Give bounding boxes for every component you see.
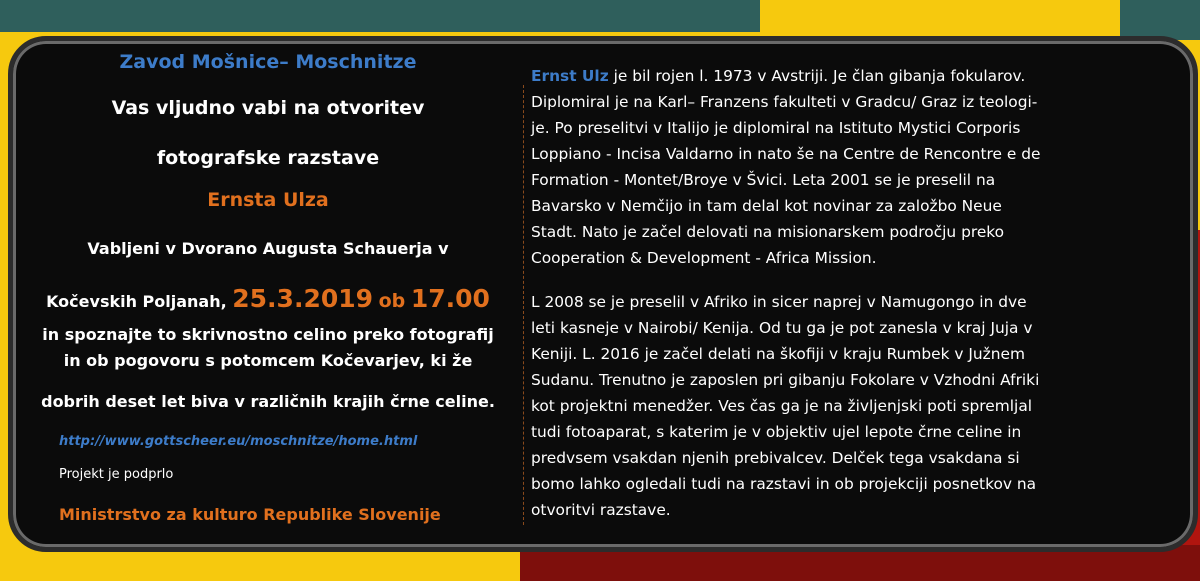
- invitation-panel: [8, 36, 1198, 552]
- website-link[interactable]: http://www.gottscheer.eu/moschnitze/home.html: [59, 434, 418, 449]
- biography-line: Cooperation & Development - Africa Mission.: [531, 249, 877, 267]
- description-line-2: in ob pogovoru s potomcem Kočevarjev, ki že: [63, 351, 473, 370]
- description-line-1: in spoznajte to skrivnostno celino preko fotografij: [42, 325, 494, 344]
- biography-line: Loppiano - Incisa Valdarno in nato še na Centre de Rencontre e de: [531, 145, 1041, 163]
- background-teal-band: [0, 0, 760, 32]
- biography-line: Diplomiral je na Karl– Franzens fakulteti v Gradcu/ Graz iz teologi-: [531, 93, 1038, 111]
- biography-line: bomo lahko ogledali tudi na razstavi in ob projekciji posnetkov na: [531, 475, 1037, 493]
- biography-line: L 2008 se je preselil v Afriko in sicer naprej v Namugongo in dve: [531, 293, 1027, 311]
- biography-line: Keniji. L. 2016 je začel delati na škofiji v kraju Rumbek v Južnem: [531, 345, 1025, 363]
- bio-name: Ernst Ulz: [531, 67, 609, 85]
- artist-name: Ernsta Ulza: [207, 189, 329, 211]
- date-line: [13, 284, 523, 313]
- invite-text: Vas vljudno vabi na otvoritev: [111, 97, 425, 119]
- biography-line: Sudanu. Trenutno je zaposlen pri gibanju Fokolare v Vzhodni Afriki: [531, 371, 1040, 389]
- place-text: Kočevskih Poljanah,: [46, 292, 227, 311]
- biography-line: kot projektni menedžer. Ves čas ga je na življenjski poti spremljal: [531, 397, 1033, 415]
- biography-line: otvoritvi razstave.: [531, 501, 671, 519]
- exhibition-text: fotografske razstave: [156, 147, 380, 169]
- biography-line: Stadt. Nato je začel delovati na misionarskem področju preko: [531, 223, 1005, 241]
- event-date: 25.3.2019: [232, 284, 374, 313]
- ministry-text: Ministrstvo za kulturo Republike Slovenije: [59, 505, 441, 524]
- description-line-3: dobrih deset let biva v različnih krajih črne celine.: [41, 392, 495, 411]
- venue-text: Vabljeni v Dvorano Augusta Schauerja v: [87, 239, 449, 258]
- biography-line: Bavarsko v Nemčijo in tam delal kot novinar za založbo Neue: [531, 197, 1002, 215]
- invitation-left-column: [13, 41, 523, 547]
- organizer-name: Zavod Mošnice– Moschnitze: [119, 51, 417, 73]
- biography-line: predvsem vsakdan njenih prebivalcev. Delček tega vsakdana si: [531, 449, 1020, 467]
- event-time: 17.00: [410, 284, 490, 313]
- biography-line: leti kasneje v Nairobi/ Kenija. Od tu ga je pot zanesla v kraj Juja v: [531, 319, 1033, 337]
- background-teal-corner: [1120, 0, 1200, 40]
- biography-paragraph-2: [531, 289, 1151, 523]
- biography-paragraph-1: [531, 63, 1151, 271]
- biography-line: je. Po preselitvi v Italijo je diplomiral na Istituto Mystici Corporis: [531, 119, 1021, 137]
- biography-column: [531, 63, 1151, 523]
- biography-line: [531, 63, 1151, 89]
- biography-line: Formation - Montet/Broye v Švici. Leta 2001 se je preselil na: [531, 171, 996, 189]
- ob-text: ob: [378, 290, 406, 312]
- bio-first-line: je bil rojen l. 1973 v Avstriji. Je član gibanja fokularov.: [608, 67, 1026, 85]
- support-text: Projekt je podprlo: [59, 467, 174, 482]
- biography-line: tudi fotoaparat, s katerim je v objektiv ujel lepote črne celine in: [531, 423, 1022, 441]
- column-divider: [523, 85, 524, 525]
